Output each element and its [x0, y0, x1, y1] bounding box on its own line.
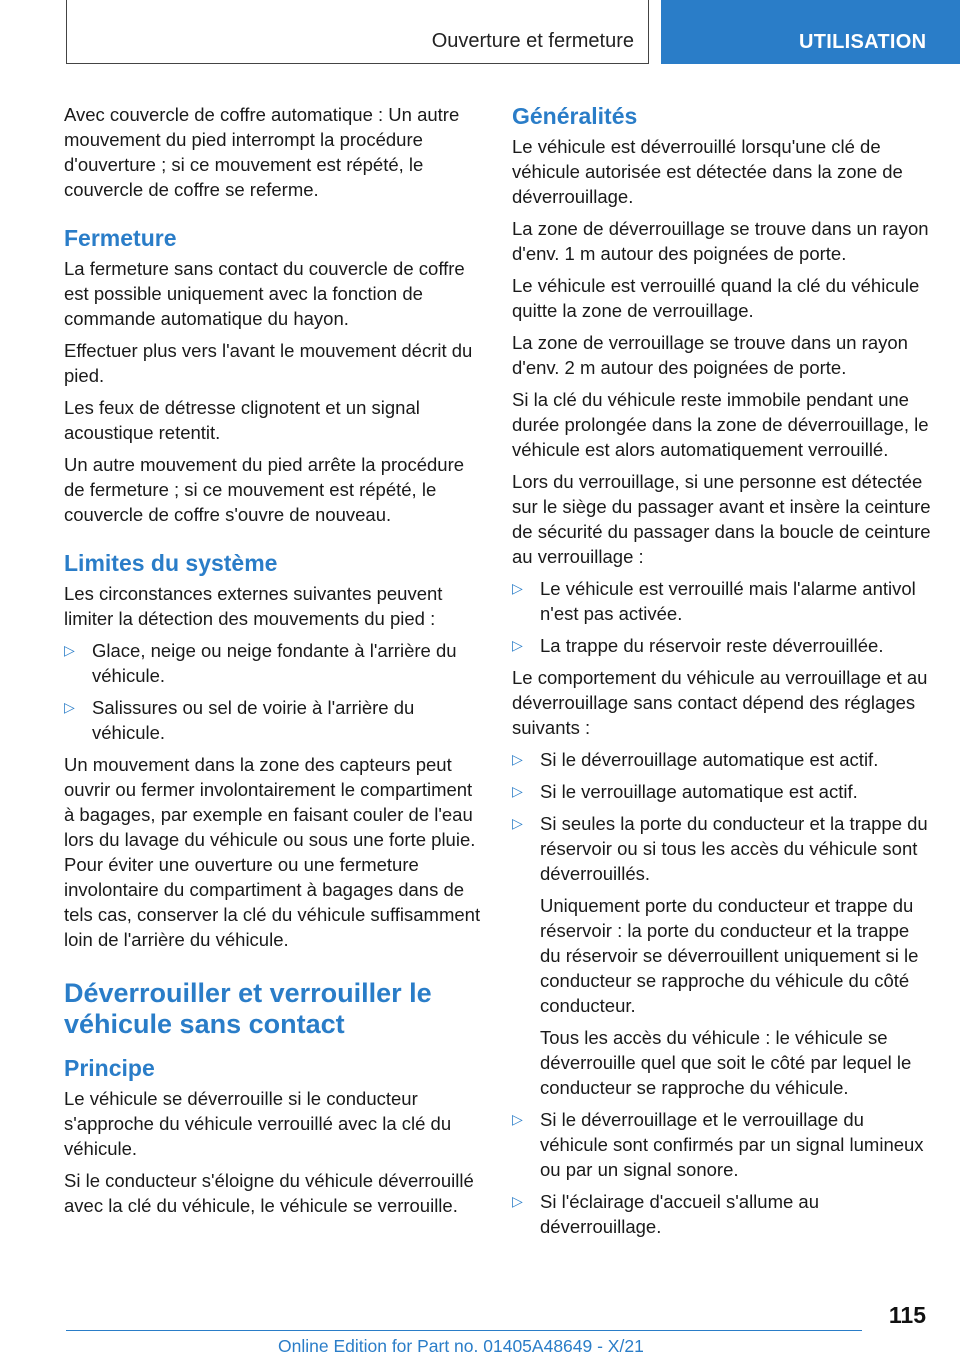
paragraph: Les circonstances externes suivantes peuvent limiter la détection des mouvements du pied : [64, 583, 443, 629]
list-item-subparagraph: Tous les accès du véhicule : le véhicule se déverrouille quel que soit le côté par lequel le conducteur se rapproche du véhicule. [540, 1027, 912, 1098]
paragraph: Un mouvement dans la zone des capteurs peut ouvrir ou fermer involontairement le compartiment à bagages, par exemple en faisant couler de l'eau lors du lavage du véhicule ou sous une forte pluie. Pour éviter une ouverture ou une fermeture involontaire du compartiment à bagages dans de tels cas, conserver la clé du véhicule suffisamment loin de l'arrière du véhicule. [64, 754, 481, 950]
heading-principe: Principe [64, 1055, 155, 1081]
list-item [64, 638, 484, 688]
bullet-list [512, 747, 932, 1239]
page-header [0, 0, 960, 66]
heading-fermeture: Fermeture [64, 225, 177, 251]
paragraph: Le véhicule est verrouillé quand la clé du véhicule quitte la zone de verrouillage. [512, 275, 920, 321]
list-item-text: Si le verrouillage automatique est actif. [540, 781, 858, 802]
paragraph: Les feux de détresse clignotent et un signal acoustique retentit. [64, 397, 420, 443]
section-tab [66, 0, 649, 64]
main-heading: Déverrouiller et verrouiller le véhicule sans contact [64, 978, 432, 1039]
footer-divider [66, 1330, 862, 1331]
bullet-list [512, 576, 932, 658]
list-item-text: Si l'éclairage d'accueil s'allume au déverrouillage. [540, 1191, 819, 1237]
triangle-bullet-icon: ▷ [512, 637, 523, 653]
list-item-subparagraph: Uniquement porte du conducteur et trappe du réservoir : la porte du conducteur et la trappe du réservoir se déverrouillent uniquement si le conducteur se rapproche du véhicule du côté conducteur. [540, 895, 919, 1016]
section-title: Ouverture et fermeture [431, 30, 634, 52]
list-item-text: La trappe du réservoir reste déverrouillée. [540, 635, 884, 656]
heading-generalites: Généralités [512, 103, 638, 129]
heading-limites: Limites du système [64, 550, 278, 576]
left-column [64, 102, 484, 1225]
list-item-text: Si le déverrouillage automatique est actif. [540, 749, 879, 770]
page-number: 115 [888, 1302, 926, 1328]
triangle-bullet-icon: ▷ [512, 1111, 523, 1127]
list-item [512, 1107, 932, 1182]
list-item [512, 779, 932, 804]
bullet-list [64, 638, 484, 745]
triangle-bullet-icon: ▷ [512, 751, 523, 767]
list-item [512, 633, 932, 658]
right-column [512, 102, 932, 1246]
list-item [512, 1189, 932, 1239]
chapter-tab [661, 0, 960, 64]
paragraph: Si la clé du véhicule reste immobile pendant une durée prolongée dans la zone de déverrouillage, le véhicule est alors automatiquement verrouillé. [512, 389, 929, 460]
paragraph: La fermeture sans contact du couvercle de coffre est possible uniquement avec la fonction de commande automatique du hayon. [64, 258, 465, 329]
list-item [512, 576, 932, 626]
triangle-bullet-icon: ▷ [512, 580, 523, 596]
paragraph: Un autre mouvement du pied arrête la procédure de fermeture ; si ce mouvement est répété, le couvercle de coffre s'ouvre de nouveau. [64, 454, 465, 525]
paragraph: Lors du verrouillage, si une personne est détectée sur le siège du passager avant et insère la ceinture de sécurité du passager dans la boucle de ceinture au verrouillage : [512, 471, 931, 567]
list-item-text: Salissures ou sel de voirie à l'arrière du véhicule. [92, 697, 415, 743]
paragraph: Effectuer plus vers l'avant le mouvement décrit du pied. [64, 340, 473, 386]
triangle-bullet-icon: ▷ [64, 642, 75, 658]
triangle-bullet-icon: ▷ [512, 1193, 523, 1209]
list-item-text: Glace, neige ou neige fondante à l'arrière du véhicule. [92, 640, 457, 686]
intro-paragraph: Avec couvercle de coffre automatique : Un autre mouvement du pied interrompt la procédure d'ouverture ; si ce mouvement est répété, le couvercle de coffre se referme. [64, 104, 460, 200]
list-item [64, 695, 484, 745]
edition-footer: Online Edition for Part no. 01405A48649 - X/21 [278, 1336, 644, 1356]
paragraph: La zone de verrouillage se trouve dans un rayon d'env. 2 m autour des poignées de porte. [512, 332, 908, 378]
paragraph: Le véhicule se déverrouille si le conducteur s'approche du véhicule verrouillé avec la clé du véhicule. [64, 1088, 452, 1159]
list-item [512, 811, 932, 1100]
triangle-bullet-icon: ▷ [512, 815, 523, 831]
list-item-text: Si le déverrouillage et le verrouillage du véhicule sont confirmés par un signal lumineux ou par un signal sonore. [540, 1109, 924, 1180]
paragraph: Le véhicule est déverrouillé lorsqu'une clé de véhicule autorisée est détectée dans la zone de déverrouillage. [512, 136, 903, 207]
triangle-bullet-icon: ▷ [512, 783, 523, 799]
paragraph: Si le conducteur s'éloigne du véhicule déverrouillé avec la clé du véhicule, le véhicule se verrouille. [64, 1170, 474, 1216]
triangle-bullet-icon: ▷ [64, 699, 75, 715]
chapter-title: UTILISATION [799, 31, 927, 53]
list-item [512, 747, 932, 772]
list-item-text: Si seules la porte du conducteur et la trappe du réservoir ou si tous les accès du véhicule sont déverrouillés. [540, 813, 928, 884]
paragraph: Le comportement du véhicule au verrouillage et au déverrouillage sans contact dépend des réglages suivants : [512, 667, 928, 738]
list-item-text: Le véhicule est verrouillé mais l'alarme antivol n'est pas activée. [540, 578, 916, 624]
paragraph: La zone de déverrouillage se trouve dans un rayon d'env. 1 m autour des poignées de porte. [512, 218, 929, 264]
